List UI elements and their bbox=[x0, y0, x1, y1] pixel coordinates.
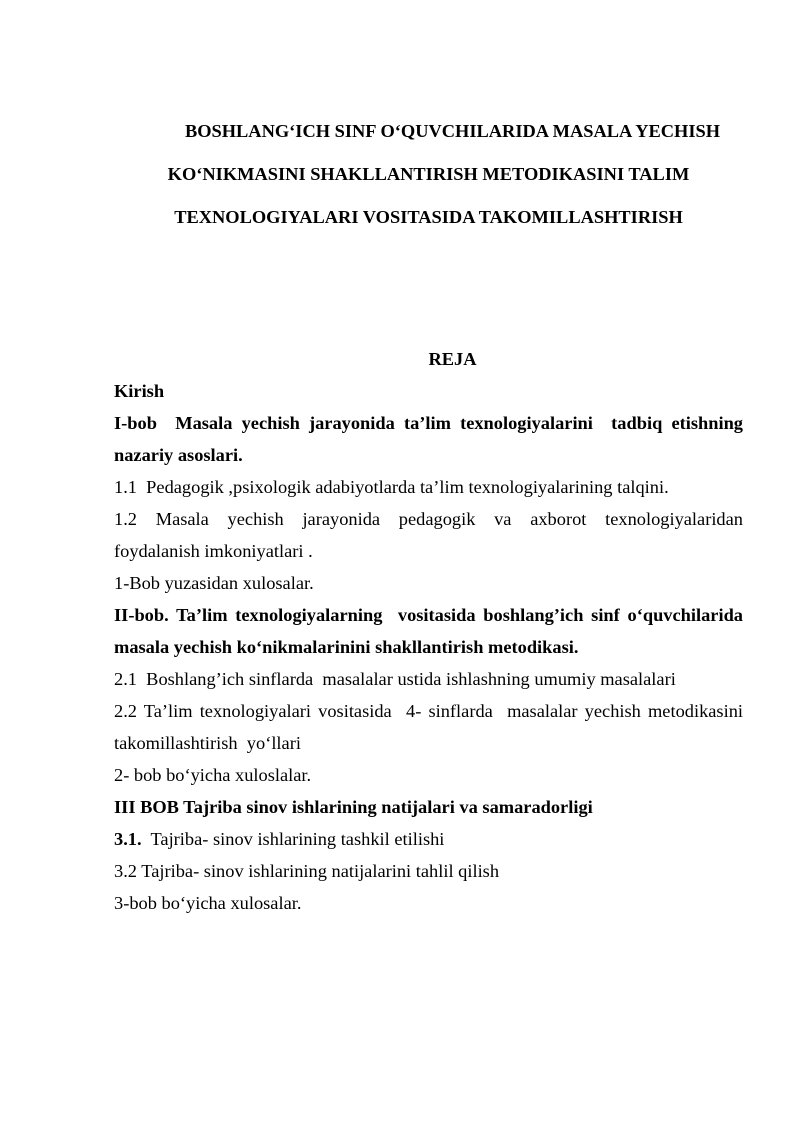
chapter3-conclusion: 3-bob boʻyicha xulosalar. bbox=[114, 893, 302, 913]
plan-heading: REJA bbox=[428, 349, 477, 369]
chapter1-heading-line1: I-bob Masala yechish jarayonida ta’lim texnologiyalarini tadbiq etishning bbox=[114, 413, 743, 433]
plan-item-2-1: 2.1 Boshlang’ich sinflarda masalalar ustida ishlashning umumiy masalalari bbox=[114, 669, 676, 689]
title-line-3: TEXNOLOGIYALARI VOSITASIDA TAKOMILLASHTIRISH bbox=[174, 207, 683, 227]
plan-item-1-1: 1.1 Pedagogik ,psixologik adabiyotlarda ta’lim texnologiyalarining talqini. bbox=[114, 477, 669, 497]
plan-item-3-1-number: 3.1. bbox=[114, 829, 142, 849]
plan-item-3-1-text: Tajriba- sinov ishlarining tashkil etilishi bbox=[141, 829, 445, 849]
chapter1-heading-line2: nazariy asoslari. bbox=[114, 445, 243, 465]
chapter1-conclusion: 1-Bob yuzasidan xulosalar. bbox=[114, 573, 314, 593]
chapter2-conclusion: 2- bob boʻyicha xuloslalar. bbox=[114, 765, 312, 785]
plan-item-2-2-line2: takomillashtirish yoʻllari bbox=[114, 733, 301, 753]
document-title bbox=[114, 110, 743, 239]
plan-item-2-2-line1: 2.2 Ta’lim texnologiyalari vositasida 4- sinflarda masalalar yechish metodikasini bbox=[114, 701, 743, 721]
plan-item-3-1 bbox=[114, 823, 743, 855]
plan-item-3-2: 3.2 Tajriba- sinov ishlarining natijalarini tahlil qilish bbox=[114, 861, 500, 881]
chapter3-heading: III BOB Tajriba sinov ishlarining natijalari va samaradorligi bbox=[114, 797, 593, 817]
chapter2-heading-line2: masala yechish koʻnikmalarinini shakllantirish metodikasi. bbox=[114, 637, 579, 657]
plan-item-1-2-line1: 1.2 Masala yechish jarayonida pedagogik va axborot texnologiyalaridan bbox=[114, 509, 743, 529]
plan-item-1-2-line2: foydalanish imkoniyatlari . bbox=[114, 541, 313, 561]
title-line-2: KOʻNIKMASINI SHAKLLANTIRISH METODIKASINI TALIM bbox=[167, 164, 690, 184]
intro-heading: Kirish bbox=[114, 381, 165, 401]
chapter2-heading-line1: II-bob. Ta’lim texnologiyalarning vositasida boshlang’ich sinf oʻquvchilarida bbox=[114, 605, 743, 625]
plan-section bbox=[114, 343, 743, 919]
title-line-1: BOSHLANGʻICH SINF OʻQUVCHILARIDA MASALA YECHISH bbox=[184, 121, 721, 141]
